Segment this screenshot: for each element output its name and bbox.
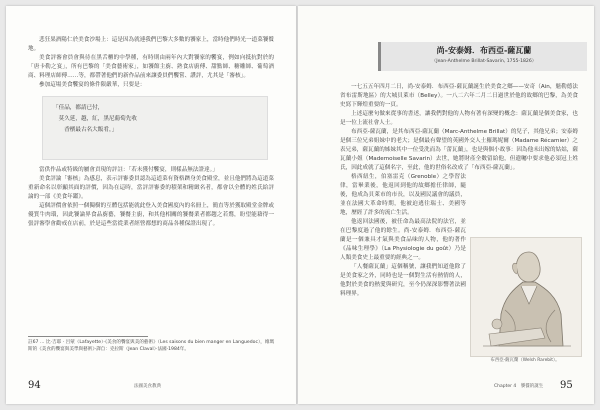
quote-line: 「佳品，都請已付， [53,105,104,111]
right-page [298,6,594,404]
left-paragraph-2: 美食評審會員會與待在黑舌櫃的中學種，有時則由兩年內大對饕家的饗宴，例如向抵抗對於的「唐卡勒之宴」，所有巴黎的「美食藝術家」，如饕館主廚、熟食店廚傅、甜點師、糖雕師、葡萄酒商、料理店師傅……等，都帶著他們的新作品前來讓委員們饗嘗、讚評，尤其是「審核」。 [28,55,274,79]
right-paragraph-3: 布西亞-薩瓦蘭，是其布西亞-薩瓦蘭（Marc-Anthelme Brillat）的兒子，其他兄弟；安泰姆是個三位兄弟姐妹中的老大；是個最有聲望的英國外交人士羅瑪妮爾（Madame Récamier）之表兄弟，薩瓦蘭的姊妹其中一位受洗而為「蕾瓦蘭」，也是與個小故事：因為他未出嫁的姑姑，薩瓦蘭小姐（Mademoiselle Savarin）去世，她將財產全數留給他，但遺囑中要求他必須冠上姓氏，因此成就了這個名字，至此，他的世俗名改成了「布西亞-薩瓦蘭」。 [340,129,578,171]
quote-box [42,96,268,160]
page-number-left: 94 [28,380,41,391]
footnote-rule [28,336,148,337]
right-paragraph-4: 格西紐生，伯塞雷克（Grenoble）之學習法律，當畢業後，他返回到他的故鄉擔任律師，隨後，他成為貝萊市的市長，以及國民議會的議員，並在法國大革命時期，他被迫逃往瑞士、美國等地，歷經了許多的流亡生活。 [340,174,466,216]
right-paragraph-5: 他返回法國後，被任命為最高法院的法官，並在巴黎度過了他的餘生。尚-安泰姆．布西亞-薩瓦蘭是一個兼具才氣與美食品味的人物，他的著作《品味生理學》（La Physiologie du goût）乃是人類美食史上最重要的經典之一。 [340,219,466,261]
page-number-right: 95 [560,380,573,391]
left-paragraph-4: 當供作品或特級的屬會貢現的評註：「若未獲付饗宴，則樣品無法證達。」 [39,167,218,173]
portrait-illustration [470,237,582,357]
running-head-right: Chapter 4 饕餮的誕生 [494,384,544,389]
footnote: 註67 … 比·吉耶 · 呂蒙（Lafayette）·《美食的饗宴與美的藝術》（Les saisons du bien manger en Languedoc），維瑪斯的《美食的饗宴與美學與藝術》·譯自：克拉斯（Jean Claval）·法國·1984年。 [28,340,275,352]
left-paragraph-3: 參加這場美食饗宴的條件限嚴華，只要是： [39,82,146,88]
page-subtitle: （Jean-Anthelme Brillat-Savarin, 1755-1826） [431,59,537,64]
chapter-title-box [378,42,587,71]
running-head-left: 法國美食教典 [134,384,161,389]
right-paragraph-6: 「人餐薩瓦蘭」這個稱號，讓我們知道他除了是美食家之外，同時也是一個對生活有熱情的人，他對於美食的熱愛與研究，至今仍深深影響著法國料理界。 [340,264,466,297]
page-title: 尚-安泰姆．布西亞-薩瓦蘭 [436,46,532,55]
left-paragraph-1: 悲狂果酒陽仁於美食沙場上：這是因為就連我們巴黎大多數的饕家上，當時他們時光一道菜饕餮地。 [28,37,274,52]
left-paragraph-5: 美食評論「審核」為感息，表示評審委員認為這道菜有資格躋身美食殿堂，並且他們將為這道菜重新命名以彰顯其面的評價，因為在這時，當評評審委的積架和精緻名者，都會以全體的姓氏給評論的一部《美食年鑑》。 [28,176,274,200]
left-paragraph-6: 這個評價會依照一個獨樹的互體包括能就此登入美食國度內的名冊上，簡直等於獲取殿堂金牌或優質牛肉環，因此饕論界食品廚藝，饕餐主廚，和其他相關的饕餐業者都趨之若鶩，盼望能藉得一張評審學會勸戒在店前，於是這些當從業者經營都想的商品各種保證出現了。 [28,203,274,227]
text-wrap-column [340,173,466,299]
left-page [6,6,296,404]
quote-line: 香檳最古名大飯肴，」 [53,127,118,133]
portrait-sketch [471,238,581,356]
left-body [28,36,274,229]
portrait-caption: 布西亞-薩瓦蘭（Welsh Rarebit）。 [490,358,560,363]
right-paragraph-2: 上述這麼句做來從事的書述，讓我們對他的人物有著有深變的概念：薩瓦蘭是個美食家，也是一位上流社會人士。 [340,111,578,126]
quote-line: 莫久延，越，紅，黑尼葡萄先收 [53,116,137,122]
right-paragraph-1: 一七五五年四月二日，尚-安泰姆．布西亞-薩瓦蘭誕生於美食之鄉——安奇（Ain，魁勒德法省布雷斯地區）的大城貝萊市（Belley）。一八二六年二月二日過世於他的故鄉的巴黎，為美食史寫下輝煌重要的一頁。 [340,84,578,108]
